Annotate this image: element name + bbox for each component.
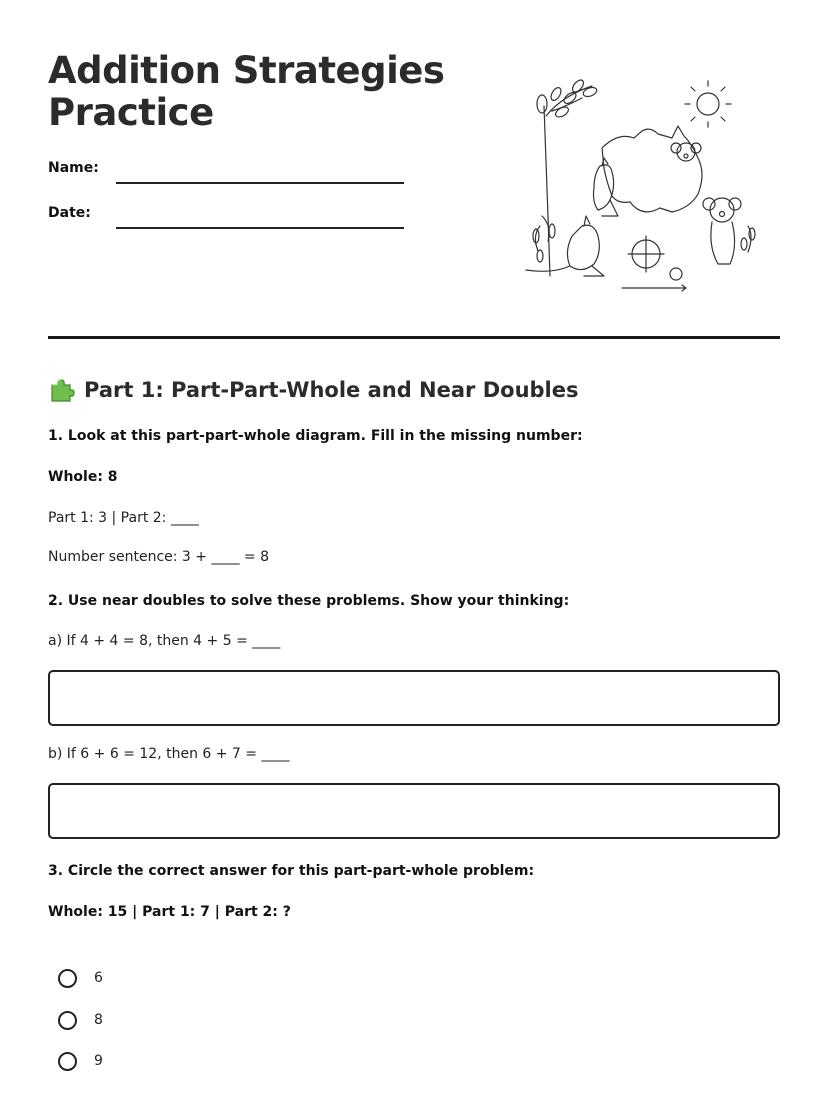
compass-icon	[628, 236, 664, 272]
name-field-row	[48, 160, 408, 184]
question-2-prompt: 2. Use near doubles to solve these problems. Show your thinking:	[48, 593, 570, 609]
page-title: Addition Strategies Practice	[48, 49, 445, 134]
q2b-answer-box[interactable]	[48, 783, 780, 839]
q2b-text: b) If 6 + 6 = 12, then 6 + 7 = ____	[48, 746, 290, 762]
header-divider	[48, 336, 780, 339]
name-label: Name:	[48, 160, 99, 176]
radio-circle-icon[interactable]	[58, 1052, 77, 1071]
answer-option[interactable]	[58, 1008, 103, 1032]
question-3-prompt: 3. Circle the correct answer for this part-part-whole problem:	[48, 863, 535, 879]
name-line[interactable]	[116, 182, 404, 184]
answer-option[interactable]	[58, 966, 103, 990]
tree-icon	[533, 78, 598, 276]
q2a-text: a) If 4 + 4 = 8, then 4 + 5 = ____	[48, 633, 281, 649]
sun-icon	[685, 81, 731, 127]
q2a-answer-box[interactable]	[48, 670, 780, 726]
section-title: Part 1: Part-Part-Whole and Near Doubles	[84, 378, 579, 402]
q1-number-sentence: Number sentence: 3 + ____ = 8	[48, 549, 269, 565]
q3-problem-text: Whole: 15 | Part 1: 7 | Part 2: ?	[48, 904, 291, 920]
puzzle-piece-icon	[48, 376, 76, 404]
option-label: 8	[94, 1012, 103, 1028]
radio-circle-icon[interactable]	[58, 1011, 77, 1030]
question-1-prompt: 1. Look at this part-part-whole diagram. Fill in the missing number:	[48, 428, 583, 444]
date-line[interactable]	[116, 227, 404, 229]
map-pin-icon	[622, 268, 686, 291]
koala-icon	[671, 143, 701, 161]
koala-icon	[703, 198, 755, 264]
kangaroo-icon	[526, 216, 604, 276]
radio-circle-icon[interactable]	[58, 969, 77, 988]
kangaroo-icon	[594, 158, 619, 216]
australia-map-icon	[602, 126, 702, 212]
date-label: Date:	[48, 205, 91, 221]
section-heading-part1	[48, 374, 579, 406]
date-field-row	[48, 205, 408, 229]
worksheet-page	[48, 0, 780, 1118]
q1-parts-text: Part 1: 3 | Part 2: ____	[48, 510, 199, 526]
option-label: 6	[94, 970, 103, 986]
q1-whole-value: Whole: 8	[48, 469, 118, 485]
option-label: 9	[94, 1053, 103, 1069]
australia-animals-illustration	[522, 76, 762, 296]
answer-option[interactable]	[58, 1049, 103, 1073]
